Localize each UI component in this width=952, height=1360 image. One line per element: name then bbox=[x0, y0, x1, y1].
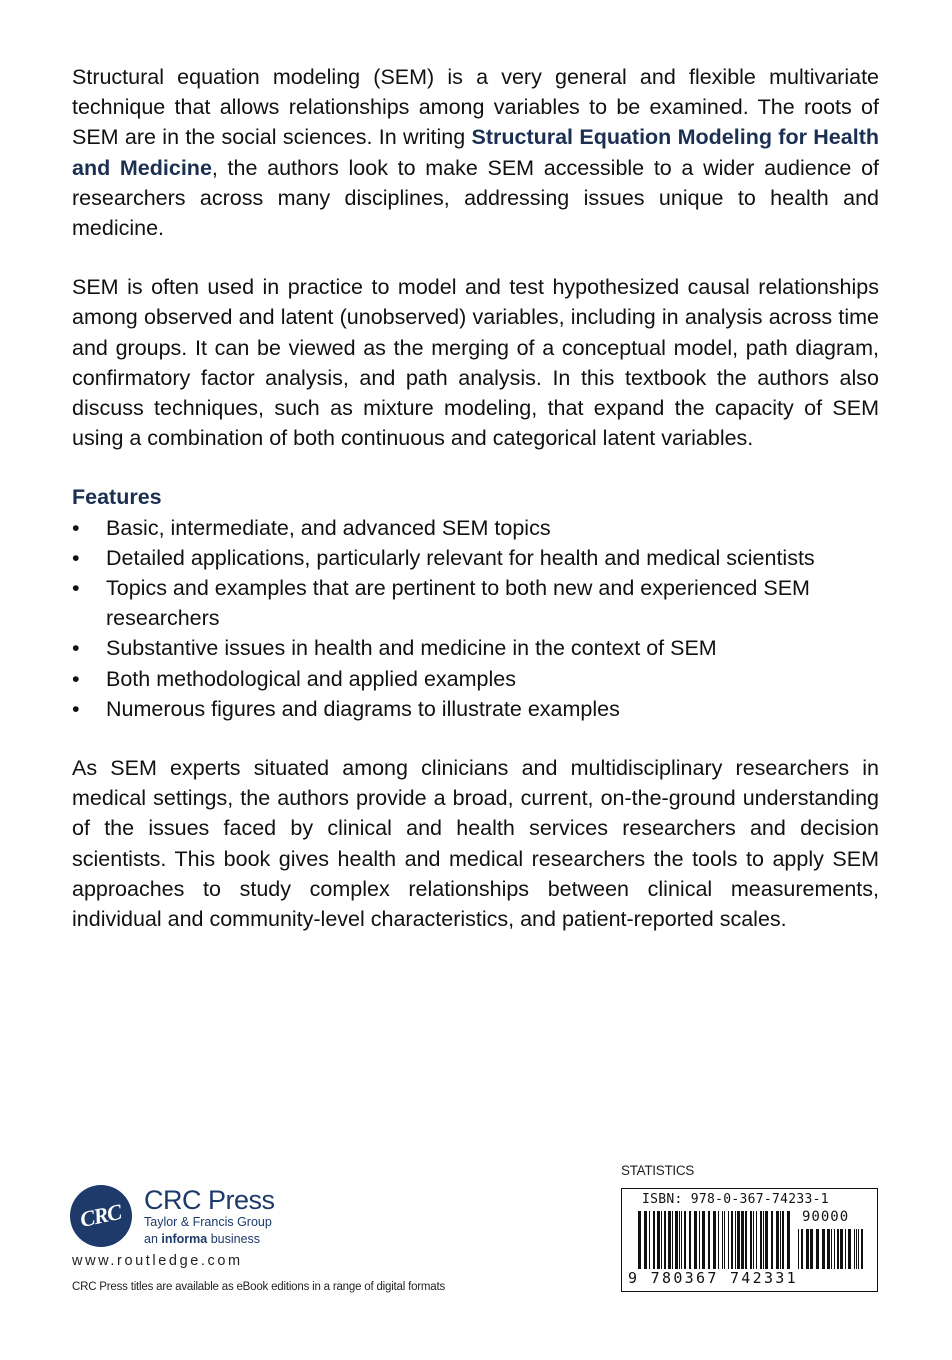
list-item: • Detailed applications, particularly relevant for health and medical scientists bbox=[72, 543, 879, 573]
authors-paragraph: As SEM experts situated among clinicians and multidisciplinary researchers in medical settings, the authors provide a broad, current, on-the-ground understanding of the issues faced by clinical and health services researchers and decision scientists. This book gives health and medical researchers the tools to apply SEM approaches to study complex relationships between clinical measurements, individual and community-level characteristics, and patient-reported scales. bbox=[72, 756, 879, 932]
barcode-bars-icon bbox=[638, 1211, 790, 1269]
barcode bbox=[621, 1188, 878, 1292]
subject-category: STATISTICS bbox=[621, 1163, 695, 1178]
features-list bbox=[72, 513, 879, 724]
list-item: • Both methodological and applied examples bbox=[72, 664, 879, 694]
bullet-icon: • bbox=[72, 576, 80, 601]
bullet-icon: • bbox=[72, 666, 80, 691]
bullet-icon: • bbox=[72, 636, 80, 661]
bullet-icon: • bbox=[72, 545, 80, 570]
publisher-block bbox=[70, 1185, 450, 1305]
intro-text-end: , the authors look to make SEM accessible to a wider audience of researchers across many disciplines, addressing issues unique to health and medicine. bbox=[72, 155, 879, 241]
sem-description-paragraph: SEM is often used in practice to model and test hypothesized causal relationships among observed and latent (unobserved) variables, including in analysis across time and groups. It can be viewed as the merging of a conceptual model, path diagram, confirmatory factor analysis, and path analysis. In this textbook the authors also discuss techniques, such as mixture modeling, that expand the capacity of SEM using a combination of both continuous and categorical latent variables. bbox=[72, 275, 879, 451]
bullet-icon: • bbox=[72, 696, 80, 721]
intro-paragraph bbox=[72, 62, 879, 243]
crc-logo-icon: CRC bbox=[70, 1185, 132, 1247]
book-title: Structural Equation Modeling for Health and Medicine bbox=[72, 125, 879, 180]
bullet-icon: • bbox=[72, 515, 80, 540]
addon-barcode-bars-icon bbox=[798, 1229, 866, 1269]
isbn-text: ISBN: 978-0-367-74233-1 bbox=[642, 1192, 829, 1207]
price-code: 90000 bbox=[802, 1209, 850, 1225]
back-cover-text bbox=[72, 62, 879, 934]
intro-text-start: Structural equation modeling (SEM) is a very general and flexible multivariate technique that allows relationships among variables to be examined. The roots of SEM are in the social sciences. In writing bbox=[72, 65, 879, 150]
publisher-group: Taylor & Francis Group bbox=[144, 1215, 272, 1229]
list-item: • Substantive issues in health and medicine in the context of SEM bbox=[72, 633, 879, 663]
publisher-name: CRC Press bbox=[144, 1185, 275, 1215]
features-heading: Features bbox=[72, 485, 162, 510]
publisher-url: www.routledge.com bbox=[72, 1253, 243, 1269]
list-item: • Topics and examples that are pertinent to both new and experienced SEM researchers bbox=[72, 573, 879, 633]
list-item: • Basic, intermediate, and advanced SEM topics bbox=[72, 513, 879, 543]
ebook-note: CRC Press titles are available as eBook editions in a range of digital formats bbox=[72, 1281, 446, 1293]
informa-line: an informa business bbox=[144, 1232, 261, 1246]
ean-digits: 9 780367 742331 bbox=[628, 1269, 798, 1287]
list-item: • Numerous figures and diagrams to illustrate examples bbox=[72, 694, 879, 724]
